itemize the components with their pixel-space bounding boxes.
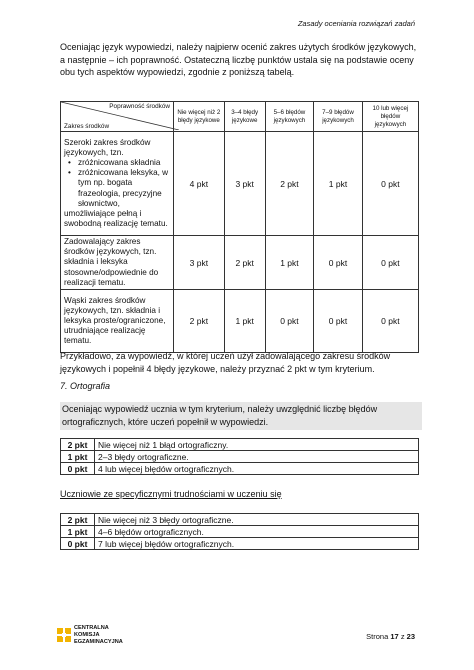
points-cell: 0 pkt: [61, 538, 95, 550]
table-row: [61, 439, 419, 451]
column-header: 10 lub więcej błędów językowych: [362, 102, 418, 132]
column-header: Nie więcej niż 2 błędy językowe: [174, 102, 225, 132]
table-row: [61, 526, 419, 538]
intro-paragraph: Oceniając język wypowiedzi, należy najpierw ocenić zakres użytych środków językowych, a następnie – ich poprawność. Ostateczną liczbę punktów ustala się na podstawie oceny obu tych aspektów wypowiedzi, zgodnie z poniższą tabelą.: [60, 42, 417, 77]
description-cell: 7 lub więcej błędów ortograficznych.: [95, 538, 419, 550]
corner-top-label: Poprawność środków: [109, 103, 170, 110]
section-heading: 7. Ortografia: [60, 381, 111, 391]
language-scoring-table: [60, 101, 419, 353]
description-cell: 4–6 błędów ortograficznych.: [95, 526, 419, 538]
points-cell: 0 pkt: [265, 290, 314, 353]
example-paragraph: Przykładowo, za wypowiedź, w której uczeń użył zadowalającego zakresu środków językowych i popełnił 4 błędy językowe, należy przyznać 2 pkt w tym kryterium.: [60, 351, 391, 374]
points-cell: 2 pkt: [61, 439, 95, 451]
points-cell: 0 pkt: [314, 290, 363, 353]
cke-logo-icon: [57, 628, 71, 642]
page-number: Strona 17 z 23: [366, 632, 415, 641]
list-item: • zróżnicowana leksyka, w tym np. bogata frazeologia, precyzyjne słownictwo,: [78, 168, 170, 209]
table-row: [61, 463, 419, 475]
column-header: 3–4 błędy językowe: [224, 102, 265, 132]
row-label: Wąski zakres środków językowych, tzn. składnia i leksyka proste/ograniczone, utrudniające realizację tematu.: [61, 290, 174, 353]
description-cell: Nie więcej niż 1 błąd ortograficzny.: [95, 439, 419, 451]
points-cell: 0 pkt: [362, 236, 418, 290]
bullet-list: [64, 158, 170, 209]
points-cell: 2 pkt: [174, 290, 225, 353]
points-cell: 1 pkt: [314, 132, 363, 236]
corner-bottom-label: Zakres środków: [64, 123, 110, 130]
points-cell: 3 pkt: [174, 236, 225, 290]
points-cell: 2 pkt: [265, 132, 314, 236]
points-cell: 1 pkt: [265, 236, 314, 290]
points-cell: 0 pkt: [362, 290, 418, 353]
description-cell: 4 lub więcej błędów ortograficznych.: [95, 463, 419, 475]
points-cell: 4 pkt: [174, 132, 225, 236]
points-cell: 2 pkt: [61, 514, 95, 526]
points-cell: 0 pkt: [61, 463, 95, 475]
table-row: [61, 132, 419, 236]
row-label: Szeroki zakres środków językowych, tzn. • zróżnicowana składnia • zróżnicowana leksyka, w tym np. bogata frazeologia, precyzyjne słownictwo, umożliwiające pełną i swobodną realizację tematu.: [61, 132, 174, 236]
table-row: [61, 451, 419, 463]
special-ortho-scale-table: [60, 513, 419, 550]
logo-text: CENTRALNA KOMISJA EGZAMINACYJNA: [74, 625, 123, 645]
table-row: [61, 290, 419, 353]
row-label: Zadowalający zakres środków językowych, tzn. składnia i leksyka stosowne/odpowiednie do realizacji tematu.: [61, 236, 174, 290]
column-header: 7–9 błędów językowych: [314, 102, 363, 132]
points-cell: 0 pkt: [362, 132, 418, 236]
ortho-scale-table: [60, 438, 419, 475]
description-cell: 2–3 błędy ortograficzne.: [95, 451, 419, 463]
table-row: [61, 538, 419, 550]
points-cell: 3 pkt: [224, 132, 265, 236]
table-row: [61, 514, 419, 526]
ortho-intro-box: Oceniając wypowiedź ucznia w tym kryterium, należy uwzględnić liczbę błędów ortograficznych, które uczeń popełnił w wypowiedzi.: [60, 402, 422, 430]
list-item: • zróżnicowana składnia: [78, 158, 170, 168]
points-cell: 1 pkt: [61, 451, 95, 463]
points-cell: 1 pkt: [224, 290, 265, 353]
special-needs-heading: Uczniowie ze specyficznymi trudnościami w uczeniu się: [60, 489, 282, 499]
page-header-title: Zasady oceniania rozwiązań zadań: [297, 19, 415, 28]
table-corner-cell: [61, 102, 174, 132]
points-cell: 0 pkt: [314, 236, 363, 290]
table-row: [61, 236, 419, 290]
table-header-row: [61, 102, 419, 132]
points-cell: 1 pkt: [61, 526, 95, 538]
column-header: 5–6 błędów językowych: [265, 102, 314, 132]
points-cell: 2 pkt: [224, 236, 265, 290]
description-cell: Nie więcej niż 3 błędy ortograficzne.: [95, 514, 419, 526]
